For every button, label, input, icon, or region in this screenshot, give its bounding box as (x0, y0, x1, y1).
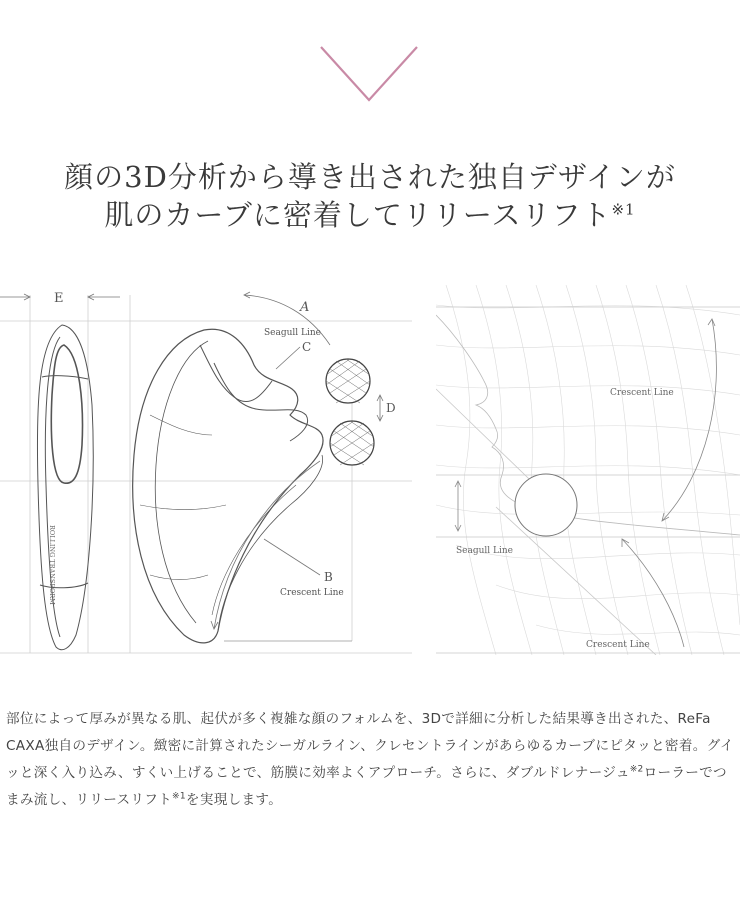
chevron-down-icon (318, 44, 420, 106)
label-seagull-line: Seagull Line (264, 328, 322, 338)
label-crescent-line-bottom: Crescent Line (586, 640, 650, 650)
headline-line-1: 顔の3D分析から導き出された独自デザインが (64, 160, 676, 194)
body-text-part-3: を実現します。 (185, 792, 283, 808)
roller-top (326, 359, 370, 403)
label-crescent-line-left: Crescent Line (280, 588, 344, 598)
headline-line-2-text: 肌のカーブに密着してリリースリフト (104, 198, 612, 232)
headline (0, 158, 740, 234)
label-seagull-line-right: Seagull Line (456, 546, 514, 556)
crescent-arc-top (662, 319, 716, 521)
dimension-d (377, 395, 383, 421)
label-c: C (302, 340, 312, 354)
callout-c (276, 347, 300, 369)
face-mesh-drawing (436, 285, 740, 655)
body-text-part-2: ローラーでつまみ流し、リリースリフト (6, 765, 727, 808)
side-view (37, 325, 93, 650)
body-paragraph (6, 706, 736, 814)
roller-circle (515, 474, 577, 536)
body-footnote-1: ※1 (172, 791, 186, 802)
face-mesh-grid (436, 285, 740, 655)
drawing-guide-lines (0, 295, 412, 653)
label-b: B (324, 570, 333, 584)
seagull-dimension (455, 481, 461, 531)
engraving-text: ROLLING TRANSFORM (48, 525, 56, 605)
roller-bottom (330, 421, 374, 465)
label-crescent-line-top: Crescent Line (610, 388, 674, 398)
headline-line-2 (0, 196, 740, 234)
label-d: D (386, 401, 396, 415)
body-footnote-2: ※2 (629, 764, 644, 775)
product-technical-drawing (0, 285, 412, 655)
label-a: A (300, 300, 310, 315)
crescent-arc (211, 461, 320, 629)
label-e: E (54, 291, 64, 306)
body-text-part-1: 部位によって厚みが異なる肌、起伏が多く複雑な顔のフォルムを、3Dで詳細に分析した結果導き出された、ReFa CAXA独自のデザイン。緻密に計算されたシーガルライン、クレセントラインがあらゆるカーブにピタッと密着。グイッと深く入り込み、すくい上げることで、筋膜に効率よくアプローチ。さらに、ダブルドレナージュ (6, 711, 734, 781)
right-guide-lines (436, 307, 740, 655)
headline-footnote-marker: ※1 (611, 200, 636, 219)
